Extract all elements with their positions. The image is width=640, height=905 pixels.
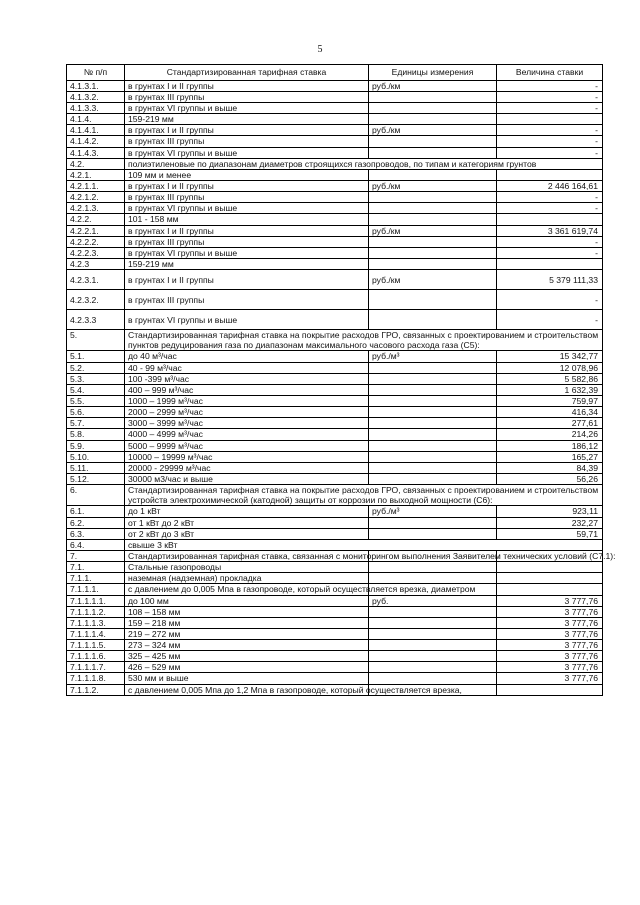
row-name: Стандартизированная тарифная ставка, связанная с мониторингом выполнения Заявителем технических условий (C7.1): [125,550,369,561]
row-name: Стальные газопроводы [125,562,369,573]
row-name: 100 -399 м³/час [125,373,369,384]
table-row [67,310,603,330]
row-number: 7. [67,550,125,561]
row-name: с давлением 0,005 Мпа до 1,2 Мпа в газопроводе, который осуществляется врезка, [125,684,369,695]
table-row [67,91,603,102]
table-row [67,384,603,395]
row-value: 3 777,76 [497,606,603,617]
row-number: 7.1.1.1.1. [67,595,125,606]
table-row [67,550,603,561]
row-number: 7.1.1.1.5. [67,640,125,651]
row-name: до 100 мм [125,595,369,606]
table-row [67,192,603,203]
row-value: - [497,203,603,214]
row-number: 5.3. [67,373,125,384]
row-value: - [497,290,603,310]
row-value: 84,39 [497,462,603,473]
row-value: 12 078,96 [497,362,603,373]
row-name: полиэтиленовые по диапазонам диаметров строящихся газопроводов, по типам и категориям грунтов [125,158,603,169]
row-value: 3 777,76 [497,673,603,684]
row-name: Стандартизированная тарифная ставка на покрытие расходов ГРО, связанных с проектированием и строительством устройств электрохимической (катодной) защиты от коррозии по выходной мощности (C6): [125,485,603,506]
row-number: 7.1.1.2. [67,684,125,695]
row-value: 165,27 [497,451,603,462]
row-unit [369,429,497,440]
row-number: 5.12. [67,473,125,484]
table-row [67,584,603,595]
row-unit [369,258,497,269]
row-unit [369,662,497,673]
row-name: в грунтах VI группы и выше [125,203,369,214]
row-name: наземная (надземная) прокладка [125,573,369,584]
row-unit [369,395,497,406]
table-row [67,181,603,192]
table-row [67,673,603,684]
row-value: - [497,80,603,91]
row-number: 4.1.3.1. [67,80,125,91]
table-row [67,407,603,418]
row-name: в грунтах VI группы и выше [125,247,369,258]
row-number: 4.1.4.1. [67,125,125,136]
table-row [67,330,603,351]
row-unit [369,169,497,180]
header-num: № п/п [67,65,125,81]
row-number: 6.4. [67,539,125,550]
table-row [67,485,603,506]
table-row [67,362,603,373]
row-number: 5.2. [67,362,125,373]
row-unit: руб./км [369,225,497,236]
table-row [67,169,603,180]
row-number: 5. [67,330,125,351]
row-name: в грунтах I и II группы [125,80,369,91]
row-number: 4.2.1.2. [67,192,125,203]
table-row [67,114,603,125]
row-number: 5.4. [67,384,125,395]
table-row [67,684,603,695]
row-name: 159-219 мм [125,258,369,269]
row-unit [369,147,497,158]
row-number: 5.1. [67,351,125,362]
row-value: - [497,192,603,203]
table-row [67,662,603,673]
row-name: 10000 – 19999 м³/час [125,451,369,462]
row-number: 4.2.3 [67,258,125,269]
row-name: в грунтах VI группы и выше [125,147,369,158]
table-row [67,539,603,550]
row-unit [369,451,497,462]
row-number: 4.2.3.2. [67,290,125,310]
row-value: 3 777,76 [497,651,603,662]
row-value: 59,71 [497,528,603,539]
table-row [67,395,603,406]
table-row [67,606,603,617]
row-value: 5 379 111,33 [497,270,603,290]
row-name: 1000 – 1999 м³/час [125,395,369,406]
row-value: 3 361 619,74 [497,225,603,236]
row-number: 7.1.1. [67,573,125,584]
row-name: 273 – 324 мм [125,640,369,651]
row-name: 2000 – 2999 м³/час [125,407,369,418]
row-name: 325 – 425 мм [125,651,369,662]
table-row [67,236,603,247]
row-value: 56,26 [497,473,603,484]
row-value: - [497,147,603,158]
row-value: - [497,310,603,330]
table-row [67,125,603,136]
row-value: - [497,247,603,258]
row-number: 7.1.1.1.6. [67,651,125,662]
row-name: 108 – 158 мм [125,606,369,617]
row-number: 4.1.3.3. [67,103,125,114]
row-value: 923,11 [497,506,603,517]
row-name: 400 – 999 м³/час [125,384,369,395]
table-row [67,103,603,114]
row-unit [369,136,497,147]
row-number: 4.2. [67,158,125,169]
row-name: в грунтах VI группы и выше [125,310,369,330]
row-name: 4000 – 4999 м³/час [125,429,369,440]
row-value: 759,97 [497,395,603,406]
row-value [497,258,603,269]
row-value [497,684,603,695]
row-unit [369,192,497,203]
row-unit [369,91,497,102]
row-number: 4.2.3.3 [67,310,125,330]
page-number: 5 [317,44,323,55]
row-unit [369,617,497,628]
row-number: 4.2.3.1. [67,270,125,290]
row-unit: руб./м³ [369,506,497,517]
table-row [67,373,603,384]
row-name: в грунтах VI группы и выше [125,103,369,114]
row-name: свыше 3 кВт [125,539,603,550]
table-row [67,651,603,662]
row-name: до 1 кВт [125,506,369,517]
row-name: в грунтах III группы [125,290,369,310]
row-number: 6.1. [67,506,125,517]
row-value: 2 446 164,61 [497,181,603,192]
row-name: 3000 – 3999 м³/час [125,418,369,429]
row-name: 530 мм и выше [125,673,369,684]
row-unit: руб./м³ [369,351,497,362]
row-unit [369,473,497,484]
row-value: 15 342,77 [497,351,603,362]
row-number: 6.3. [67,528,125,539]
row-number: 7.1.1.1.3. [67,617,125,628]
row-unit: руб./км [369,80,497,91]
row-number: 4.1.4.3. [67,147,125,158]
row-number: 4.1.3.2. [67,91,125,102]
header-name: Стандартизированная тарифная ставка [125,65,369,81]
row-unit [369,384,497,395]
table-row [67,440,603,451]
row-name: в грунтах III группы [125,91,369,102]
row-value [497,114,603,125]
row-value: 186,12 [497,440,603,451]
row-number: 4.1.4. [67,114,125,125]
row-unit: руб./км [369,181,497,192]
row-number: 4.2.2.3. [67,247,125,258]
row-number: 7.1.1.1.4. [67,628,125,639]
table-row [67,258,603,269]
row-number: 4.1.4.2. [67,136,125,147]
row-number: 5.11. [67,462,125,473]
row-name: в грунтах I и II группы [125,125,369,136]
row-number: 5.7. [67,418,125,429]
row-number: 5.5. [67,395,125,406]
row-number: 6.2. [67,517,125,528]
row-value: 416,34 [497,407,603,418]
row-number: 5.10. [67,451,125,462]
row-unit [369,310,497,330]
row-unit: руб./км [369,125,497,136]
row-name: 109 мм и менее [125,169,369,180]
row-name: 40 - 99 м³/час [125,362,369,373]
row-name: в грунтах I и II группы [125,270,369,290]
row-number: 4.2.1.1. [67,181,125,192]
table-row [67,429,603,440]
row-unit [369,462,497,473]
table-row [67,203,603,214]
row-number: 5.6. [67,407,125,418]
row-name: в грунтах III группы [125,192,369,203]
table-row [67,158,603,169]
table-row [67,506,603,517]
row-unit [369,247,497,258]
row-unit [369,628,497,639]
row-name: 101 - 158 мм [125,214,369,225]
row-unit [369,440,497,451]
row-name: 20000 - 29999 м³/час [125,462,369,473]
table-row [67,451,603,462]
row-value: 3 777,76 [497,628,603,639]
table-row [67,617,603,628]
table-row [67,462,603,473]
row-unit: руб./км [369,270,497,290]
row-number: 4.2.1. [67,169,125,180]
row-unit [369,562,497,573]
table-row [67,418,603,429]
row-unit [369,290,497,310]
row-value: 232,27 [497,517,603,528]
row-unit: руб. [369,595,497,606]
row-unit [369,651,497,662]
row-value: 3 777,76 [497,617,603,628]
row-name: 30000 м3/час и выше [125,473,369,484]
row-value: 214,26 [497,429,603,440]
row-number: 7.1.1.1.7. [67,662,125,673]
row-name: в грунтах I и II группы [125,225,369,236]
table-row [67,214,603,225]
row-value: 277,61 [497,418,603,429]
row-number: 4.2.2. [67,214,125,225]
table-row [67,528,603,539]
table-row [67,640,603,651]
table-row [67,595,603,606]
row-unit [369,640,497,651]
table-row [67,562,603,573]
row-value [497,584,603,595]
row-number: 5.9. [67,440,125,451]
row-value [497,573,603,584]
row-name: от 2 кВт до 3 кВт [125,528,369,539]
table-row [67,270,603,290]
row-number: 4.2.1.3. [67,203,125,214]
row-number: 6. [67,485,125,506]
row-name: в грунтах III группы [125,136,369,147]
row-unit [369,606,497,617]
table-row [67,473,603,484]
table-row [67,628,603,639]
row-name: 5000 – 9999 м³/час [125,440,369,451]
row-name: 219 – 272 мм [125,628,369,639]
table-row [67,225,603,236]
row-number: 4.2.2.1. [67,225,125,236]
table-row [67,517,603,528]
table-row [67,290,603,310]
row-name: 159-219 мм [125,114,369,125]
table-row [67,573,603,584]
table-row [67,147,603,158]
row-number: 4.2.2.2. [67,236,125,247]
row-value [497,169,603,180]
table-row [67,351,603,362]
row-unit [369,203,497,214]
row-value: - [497,236,603,247]
row-number: 7.1.1.1.2. [67,606,125,617]
row-unit [369,214,497,225]
row-value: - [497,136,603,147]
row-name: с давлением до 0,005 Мпа в газопроводе, который осуществляется врезка, диаметром [125,584,369,595]
table-row [67,80,603,91]
row-unit [369,418,497,429]
row-name: 426 – 529 мм [125,662,369,673]
header-value: Величина ставки [497,65,603,81]
row-unit [369,407,497,418]
row-number: 5.8. [67,429,125,440]
row-value: - [497,103,603,114]
row-value: - [497,125,603,136]
row-name: в грунтах I и II группы [125,181,369,192]
header-unit: Единицы измерения [369,65,497,81]
tariff-table [66,64,616,696]
row-value: 3 777,76 [497,595,603,606]
row-value [497,214,603,225]
row-unit [369,114,497,125]
row-name: до 40 м³/час [125,351,369,362]
row-unit [369,236,497,247]
row-number: 7.1.1.1. [67,584,125,595]
row-value: - [497,91,603,102]
row-unit [369,373,497,384]
row-unit [369,517,497,528]
row-unit [369,103,497,114]
row-number: 7.1.1.1.8. [67,673,125,684]
row-name: в грунтах III группы [125,236,369,247]
row-value: 3 777,76 [497,662,603,673]
row-name: 159 – 218 мм [125,617,369,628]
row-number: 7.1. [67,562,125,573]
table-header-row [67,65,603,81]
row-unit [369,528,497,539]
row-name: от 1 кВт до 2 кВт [125,517,369,528]
row-unit [369,673,497,684]
table-row [67,247,603,258]
row-unit [369,573,497,584]
table-row [67,136,603,147]
row-value: 3 777,76 [497,640,603,651]
row-value [497,562,603,573]
row-name: Стандартизированная тарифная ставка на покрытие расходов ГРО, связанных с проектированием и строительством пунктов редуцирования газа по диапазонам максимального часового расхода газа (C5): [125,330,603,351]
row-value: 5 582,86 [497,373,603,384]
row-unit [369,362,497,373]
row-value: 1 632,39 [497,384,603,395]
